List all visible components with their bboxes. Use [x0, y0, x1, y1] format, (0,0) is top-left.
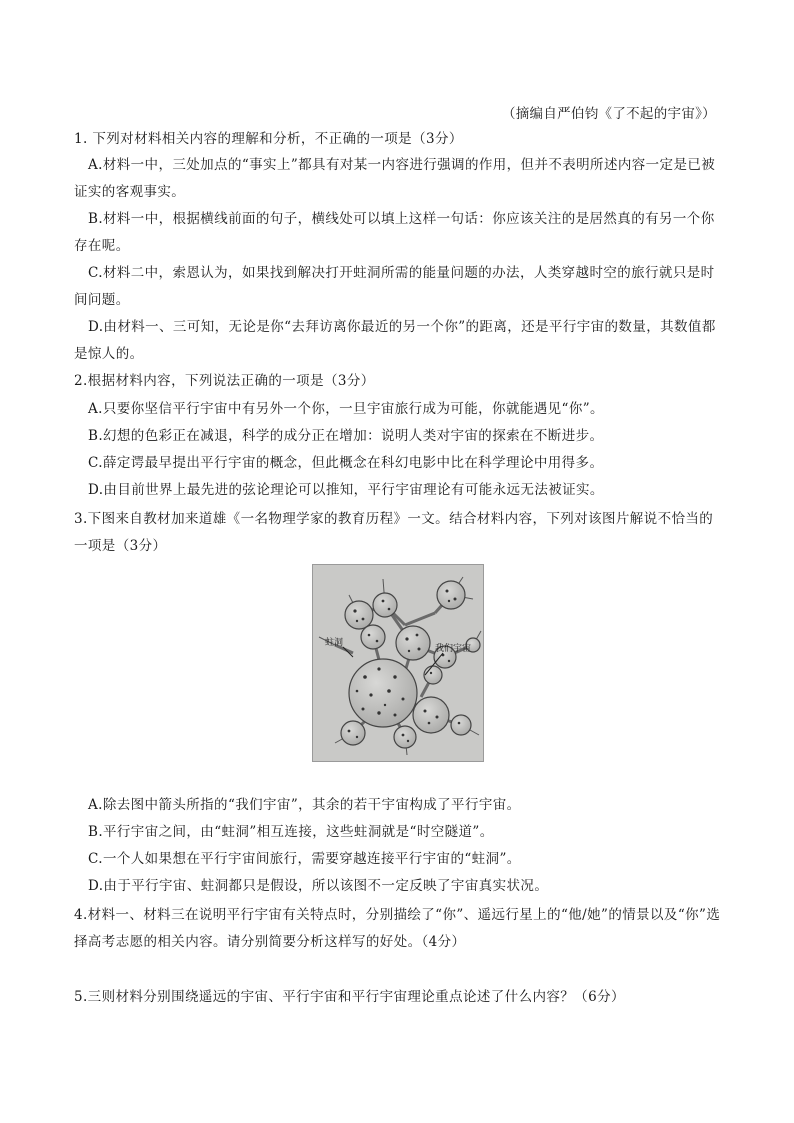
figure-label-our-universe: 我们宇宙: [435, 644, 472, 654]
parallel-universe-illustration: [313, 565, 483, 761]
question-1-option-d: D.由材料一、三可知，无论是你“去拜访离你最近的另一个你”的距离，还是平行宇宙的数量，其数值都是惊人的。: [74, 319, 716, 362]
question-2-option-c: C.薛定谔最早提出平行宇宙的概念，但此概念在科幻电影中比在科学理论中用得多。: [88, 455, 604, 471]
question-1-option-c: C.材料二中，索恩认为，如果找到解决打开蛀洞所需的能量问题的办法，人类穿越时空的旅行就只是时间问题。: [74, 265, 715, 308]
question-2-option-a: A.只要你坚信平行宇宙中有另外一个你，一旦宇宙旅行成为可能，你就能遇见“你”。: [88, 401, 604, 417]
question-2-stem: 2.根据材料内容，下列说法正确的一项是（3分）: [74, 373, 375, 389]
question-3-option-a: A.除去图中箭头所指的“我们宇宙”，其余的若干宇宙构成了平行宇宙。: [88, 797, 521, 813]
question-3-option-b: B.平行宇宙之间，由“蛀洞”相互连接，这些蛀洞就是“时空隧道”。: [88, 824, 494, 840]
question-5-stem: 5.三则材料分别围绕遥远的宇宙、平行宇宙和平行宇宙理论重点论述了什么内容？（6分）: [74, 989, 625, 1005]
question-3-option-c: C.一个人如果想在平行宇宙间旅行，需要穿越连接平行宇宙的“蛀洞”。: [88, 851, 521, 867]
source-citation: （摘编自严伯钧《了不起的宇宙》）: [501, 106, 716, 122]
figure-label-wormhole: 蛀洞: [325, 638, 344, 648]
question-1-option-b: B.材料一中，根据横线前面的句子，横线处可以填上这样一句话：你应该关注的是居然真的有另一个你存在呢。: [74, 211, 715, 254]
question-3-option-d: D.由于平行宇宙、蛀洞都只是假设，所以该图不一定反映了宇宙真实状况。: [88, 878, 549, 894]
question-2-option-b: B.幻想的色彩正在减退，科学的成分正在增加：说明人类对宇宙的探索在不断进步。: [88, 428, 604, 444]
question-4-stem: 4.材料一、材料三在说明平行宇宙有关特点时，分别描绘了“你”、遥远行星上的“他/她”的情景以及“你”选择高考志愿的相关内容。请分别简要分析这样写的好处。（4分）: [74, 907, 721, 950]
question-3-stem: 3.下图来自教材加来道雄《一名物理学家的教育历程》一文。结合材料内容，下列对该图片解说不恰当的一项是（3分）: [74, 511, 714, 554]
question-2-option-d: D.由目前世界上最先进的弦论理论可以推知，平行宇宙理论有可能永远无法被证实。: [88, 482, 604, 498]
question-1-stem: 1. 下列对材料相关内容的理解和分析，不正确的一项是（3分）: [74, 131, 463, 147]
question-1-option-a: A.材料一中，三处加点的“事实上”都具有对某一内容进行强调的作用，但并不表明所述内容一定是已被证实的客观事实。: [74, 157, 716, 200]
parallel-universe-figure: [312, 564, 484, 762]
